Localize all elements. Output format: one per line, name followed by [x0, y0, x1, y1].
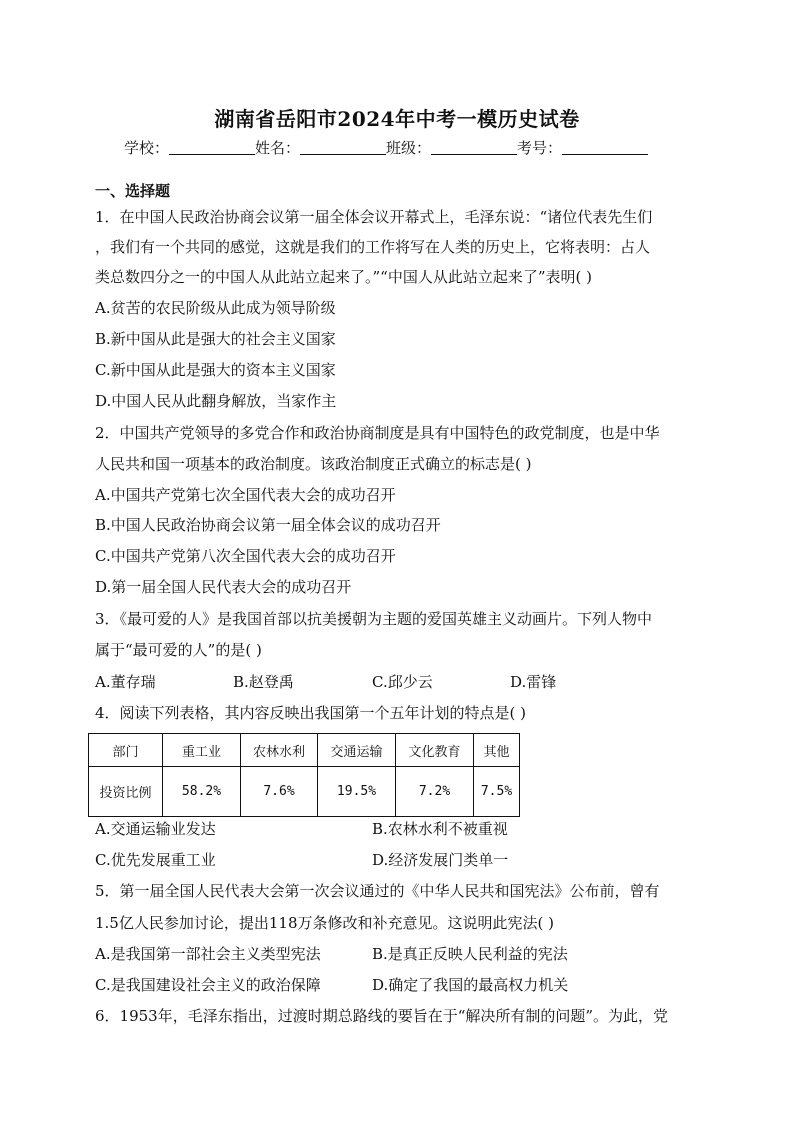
- q2-option-a: A.中国共产党第七次全国代表大会的成功召开: [95, 486, 396, 504]
- q3-option-c: C.邱少云: [372, 673, 433, 691]
- q4-stem-line1: 4．阅读下列表格，其内容反映出我国第一个五年计划的特点是( ): [95, 704, 527, 722]
- table-header-cell: 农林水利: [241, 734, 318, 767]
- q2-stem-line1: 2．中国共产党领导的多党合作和政治协商制度是具有中国特色的政党制度，也是中华: [95, 424, 660, 442]
- q3-option-a: A.董存瑞: [95, 673, 156, 691]
- page-title: 湖南省岳阳市2024年中考一模历史试卷: [214, 107, 580, 131]
- q4-option-b: B.农林水利不被重视: [372, 820, 508, 838]
- table-cell: 19.5%: [318, 767, 396, 817]
- q3-stem-line1: 3．《最可爱的人》是我国首部以抗美援朝为主题的爱国英雄主义动画片。下列人物中: [95, 610, 653, 628]
- student-info-line: [124, 137, 648, 158]
- table-header-cell: 部门: [89, 734, 163, 767]
- name-label: 姓名：: [255, 139, 301, 157]
- q5-option-d: D.确定了我国的最高权力机关: [372, 976, 569, 994]
- q2-option-c: C.中国共产党第八次全国代表大会的成功召开: [95, 547, 396, 565]
- name-blank[interactable]: [300, 140, 386, 155]
- q1-option-c: C.新中国从此是强大的资本主义国家: [95, 361, 336, 379]
- table-cell: 7.2%: [396, 767, 474, 817]
- school-label: 学校：: [124, 139, 170, 157]
- q3-option-b: B.赵登禹: [233, 673, 294, 691]
- section-heading: 一、选择题: [95, 182, 171, 200]
- investment-table: [88, 733, 520, 817]
- table-header-row: [89, 734, 520, 767]
- q5-option-c: C.是我国建设社会主义的政治保障: [95, 976, 321, 994]
- table-header-cell: 交通运输: [318, 734, 396, 767]
- q2-option-d: D.第一届全国人民代表大会的成功召开: [95, 578, 352, 596]
- q1-stem-line3: 类总数四分之一的中国人从此站立起来了。”“中国人从此站立起来了”表明( ): [95, 268, 592, 286]
- q5-stem-line1: 5．第一届全国人民代表大会第一次会议通过的《中华人民共和国宪法》公布前，曾有: [95, 882, 660, 900]
- table-header-cell: 文化教育: [396, 734, 474, 767]
- class-label: 班级：: [386, 139, 432, 157]
- table-header-cell: 重工业: [163, 734, 241, 767]
- q2-option-b: B.中国人民政治协商会议第一届全体会议的成功召开: [95, 516, 441, 534]
- q1-option-a: A.贫苦的农民阶级从此成为领导阶级: [95, 299, 336, 317]
- q4-option-a: A.交通运输业发达: [95, 820, 216, 838]
- q1-option-b: B.新中国从此是强大的社会主义国家: [95, 330, 336, 348]
- school-blank[interactable]: [169, 140, 255, 155]
- q1-option-d: D.中国人民从此翻身解放，当家作主: [95, 392, 337, 410]
- q5-option-a: A.是我国第一部社会主义类型宪法: [95, 945, 321, 963]
- q1-stem-line1: 1．在中国人民政治协商会议第一届全体会议开幕式上，毛泽东说：“诸位代表先生们: [95, 208, 653, 226]
- q6-stem-line1: 6．1953年，毛泽东指出，过渡时期总路线的要旨在于“解决所有制的问题”。为此，党: [95, 1007, 669, 1025]
- class-blank[interactable]: [431, 140, 517, 155]
- q3-stem-line2: 属于“最可爱的人”的是( ): [95, 641, 262, 659]
- q1-stem-line2: ，我们有一个共同的感觉，这就是我们的工作将写在人类的历史上，它将表明：占人: [95, 238, 651, 256]
- table-row: [89, 767, 520, 817]
- table-cell: 58.2%: [163, 767, 241, 817]
- number-label: 考号：: [517, 139, 563, 157]
- q4-option-d: D.经济发展门类单一: [372, 851, 509, 869]
- q3-option-d: D.雷锋: [510, 673, 557, 691]
- q5-stem-line2: 1.5亿人民参加讨论，提出118万条修改和补充意见。这说明此宪法( ): [95, 914, 554, 932]
- number-blank[interactable]: [562, 140, 648, 155]
- q2-stem-line2: 人民共和国一项基本的政治制度。该政治制度正式确立的标志是( ): [95, 455, 532, 473]
- table-cell: 7.5%: [474, 767, 520, 817]
- table-cell: 投资比例: [89, 767, 163, 817]
- table-header-cell: 其他: [474, 734, 520, 767]
- q4-option-c: C.优先发展重工业: [95, 851, 216, 869]
- table-cell: 7.6%: [241, 767, 318, 817]
- q5-option-b: B.是真正反映人民利益的宪法: [372, 945, 568, 963]
